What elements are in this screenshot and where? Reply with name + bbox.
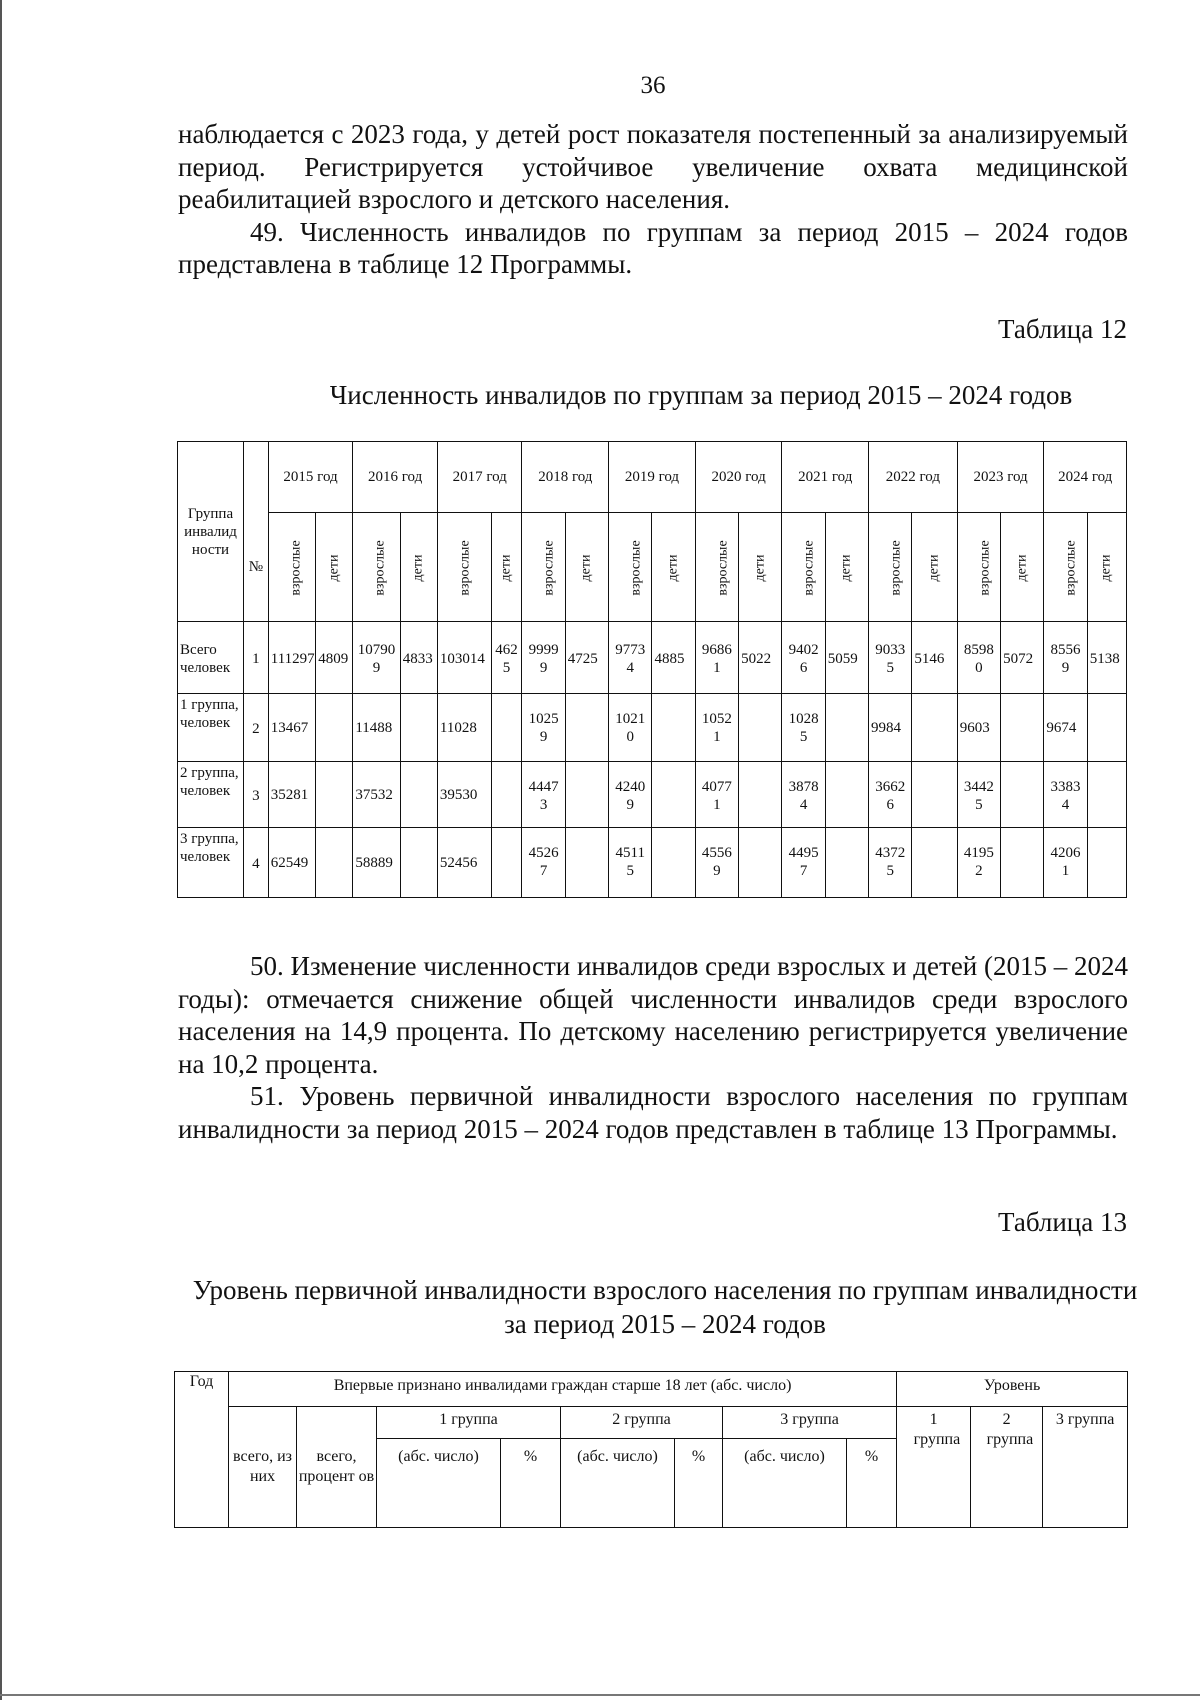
adult-subheader: взрослые [782,513,825,622]
adult-value-cell: 8598 0 [957,622,1000,694]
adult-value-cell: 3662 6 [869,762,912,828]
year-header: 2019 год [609,442,696,513]
child-value-cell: 5059 [825,622,868,694]
child-value-cell [652,694,695,762]
child-value-cell [1087,762,1126,828]
child-value-cell [739,762,782,828]
adult-subheader: взрослые [268,513,315,622]
level-group1-header: 1 группа [897,1407,971,1528]
adult-value-cell: 3878 4 [782,762,825,828]
group1-pct-header: % [501,1439,561,1528]
table-13-header-row-2 [175,1407,1128,1439]
table-13 [174,1371,1128,1528]
child-value-cell [825,762,868,828]
group3-abs-header: (абс. число) [723,1439,847,1528]
adult-value-cell: 11028 [437,694,491,762]
adult-value-cell: 1021 0 [609,694,652,762]
child-value-cell: 4885 [652,622,695,694]
adult-value-cell: 4240 9 [609,762,652,828]
adult-value-cell: 4206 1 [1044,828,1087,898]
level-group3-header: 3 группа [1043,1407,1128,1528]
child-value-cell [316,694,353,762]
adult-value-cell: 4511 5 [609,828,652,898]
table-13-header-row-1 [175,1372,1128,1407]
year-header: 2023 год [957,442,1044,513]
child-value-cell [400,694,437,762]
adult-value-cell: 9999 9 [522,622,565,694]
adult-value-cell: 9984 [869,694,912,762]
page-bottom-edge [0,1694,1200,1696]
child-value-cell [565,762,608,828]
adult-value-cell: 1025 9 [522,694,565,762]
child-value-cell [825,828,868,898]
child-value-cell: 4833 [400,622,437,694]
table-12-sub-header-row [178,513,1127,622]
child-value-cell [652,762,695,828]
adult-value-cell: 8556 9 [1044,622,1087,694]
adult-value-cell: 4495 7 [782,828,825,898]
page-number: 36 [640,72,666,99]
table-12-body [178,622,1127,898]
group-cell: 1 группа, человек [178,694,244,762]
group-column-header: Группа инвалид ности [178,442,244,622]
child-subheader: дети [652,513,695,622]
child-value-cell [491,762,522,828]
paragraph-51: 51. Уровень первичной инвалидности взрослого населения по группам инвалидности за период 2015 – 2024 годов представлен в таблице 13 Программы. [178,1081,1128,1144]
child-value-cell [316,762,353,828]
adult-value-cell: 3442 5 [957,762,1000,828]
year-header: 2022 год [869,442,958,513]
child-subheader: дети [1087,513,1126,622]
child-value-cell: 5138 [1087,622,1126,694]
child-value-cell [491,694,522,762]
total-percent-column-header: всего, процент ов [297,1407,377,1528]
table-row [178,828,1127,898]
child-value-cell [400,762,437,828]
level-group2-header: 2 группа [971,1407,1043,1528]
group3-pct-header: % [847,1439,897,1528]
year-header: 2016 год [353,442,438,513]
adult-value-cell: 52456 [437,828,491,898]
child-subheader: дети [491,513,522,622]
adult-value-cell: 103014 [437,622,491,694]
number-cell: 3 [244,762,269,828]
year-column-header: Год [175,1372,229,1528]
table-row [178,762,1127,828]
year-header: 2018 год [522,442,609,513]
adult-subheader: взрослые [522,513,565,622]
number-cell: 1 [244,622,269,694]
adult-subheader: взрослые [869,513,912,622]
adult-value-cell: 111297 [268,622,315,694]
table-row [178,622,1127,694]
adult-value-cell: 62549 [268,828,315,898]
adult-value-cell: 9402 6 [782,622,825,694]
child-value-cell [400,828,437,898]
year-header: 2021 год [782,442,869,513]
child-subheader: дети [739,513,782,622]
paragraph-continuation: наблюдается с 2023 года, у детей рост показателя постепенный за анализируемый период. Регистрируется устойчивое увеличение охвата медицинской реабилитацией взрослого и детского населения. [178,119,1128,214]
group3-header: 3 группа [723,1407,897,1439]
adult-value-cell: 13467 [268,694,315,762]
adult-value-cell: 9686 1 [695,622,738,694]
adult-value-cell: 4556 9 [695,828,738,898]
year-header: 2015 год [268,442,353,513]
adult-subheader: взрослые [957,513,1000,622]
adult-value-cell: 4526 7 [522,828,565,898]
adult-value-cell: 58889 [353,828,400,898]
adult-value-cell: 11488 [353,694,400,762]
adult-value-cell: 4195 2 [957,828,1000,898]
table-13-label: Таблица 13 [998,1207,1127,1237]
child-value-cell: 5022 [739,622,782,694]
adult-value-cell: 3383 4 [1044,762,1087,828]
child-value-cell [1087,694,1126,762]
child-value-cell [739,694,782,762]
paragraph-block-1 [178,118,1128,281]
group2-pct-header: % [675,1439,723,1528]
child-value-cell [1001,762,1044,828]
table-12-title: Численность инвалидов по группам за период 2015 – 2024 годов [329,380,1073,410]
child-value-cell: 4809 [316,622,353,694]
table-12-label: Таблица 12 [998,314,1127,344]
year-header: 2024 год [1044,442,1127,513]
child-value-cell [1001,694,1044,762]
level-header: Уровень [897,1372,1128,1407]
child-subheader: дети [912,513,957,622]
adult-value-cell: 37532 [353,762,400,828]
child-value-cell: 462 5 [491,622,522,694]
child-value-cell [912,762,957,828]
child-subheader: дети [565,513,608,622]
table-12 [177,441,1127,898]
child-value-cell: 4725 [565,622,608,694]
year-header: 2017 год [437,442,522,513]
first-recognized-header: Впервые признано инвалидами граждан старше 18 лет (абс. число) [229,1372,897,1407]
number-cell: 2 [244,694,269,762]
adult-value-cell: 9603 [957,694,1000,762]
adult-subheader: взрослые [437,513,491,622]
child-value-cell [652,828,695,898]
group1-header: 1 группа [377,1407,561,1439]
adult-value-cell: 1052 1 [695,694,738,762]
adult-subheader: взрослые [695,513,738,622]
child-value-cell [1001,828,1044,898]
group2-abs-header: (абс. число) [561,1439,675,1528]
adult-value-cell: 4077 1 [695,762,738,828]
child-value-cell [565,828,608,898]
child-value-cell [565,694,608,762]
child-value-cell [739,828,782,898]
adult-value-cell: 9033 5 [869,622,912,694]
child-subheader: дети [400,513,437,622]
adult-subheader: взрослые [609,513,652,622]
adult-value-cell: 39530 [437,762,491,828]
number-cell: 4 [244,828,269,898]
total-column-header: всего, из них [229,1407,297,1528]
group-cell: 3 группа, человек [178,828,244,898]
number-column-header: № [244,442,269,622]
adult-value-cell: 9674 [1044,694,1087,762]
adult-subheader: взрослые [353,513,400,622]
paragraph-49: 49. Численность инвалидов по группам за период 2015 – 2024 годов представлена в таблице 12 Программы. [178,216,1128,279]
child-subheader: дети [1001,513,1044,622]
table-12-year-header-row [178,442,1127,513]
group1-abs-header: (абс. число) [377,1439,501,1528]
adult-value-cell: 4372 5 [869,828,912,898]
child-value-cell: 5072 [1001,622,1044,694]
group2-header: 2 группа [561,1407,723,1439]
paragraph-block-2 [178,950,1128,1145]
child-value-cell [912,694,957,762]
adult-value-cell: 4447 3 [522,762,565,828]
child-subheader: дети [316,513,353,622]
adult-value-cell: 9773 4 [609,622,652,694]
child-value-cell: 5146 [912,622,957,694]
child-value-cell [825,694,868,762]
child-value-cell [491,828,522,898]
table-row [178,694,1127,762]
year-header: 2020 год [695,442,782,513]
page-left-edge [0,0,2,1700]
adult-value-cell: 35281 [268,762,315,828]
table-13-title: Уровень первичной инвалидности взрослого населения по группам инвалидности за период 2015 – 2024 годов [192,1275,1138,1339]
child-value-cell [1087,828,1126,898]
adult-subheader: взрослые [1044,513,1087,622]
child-subheader: дети [825,513,868,622]
adult-value-cell: 10790 9 [353,622,400,694]
group-cell: Всего человек [178,622,244,694]
child-value-cell [912,828,957,898]
adult-value-cell: 1028 5 [782,694,825,762]
child-value-cell [316,828,353,898]
paragraph-50: 50. Изменение численности инвалидов среди взрослых и детей (2015 – 2024 годы): отмечается снижение общей численности инвалидов среди взрослого населения на 14,9 процента. По детскому населению регистрируется увеличение на 10,2 процента. [178,951,1128,1079]
group-cell: 2 группа, человек [178,762,244,828]
